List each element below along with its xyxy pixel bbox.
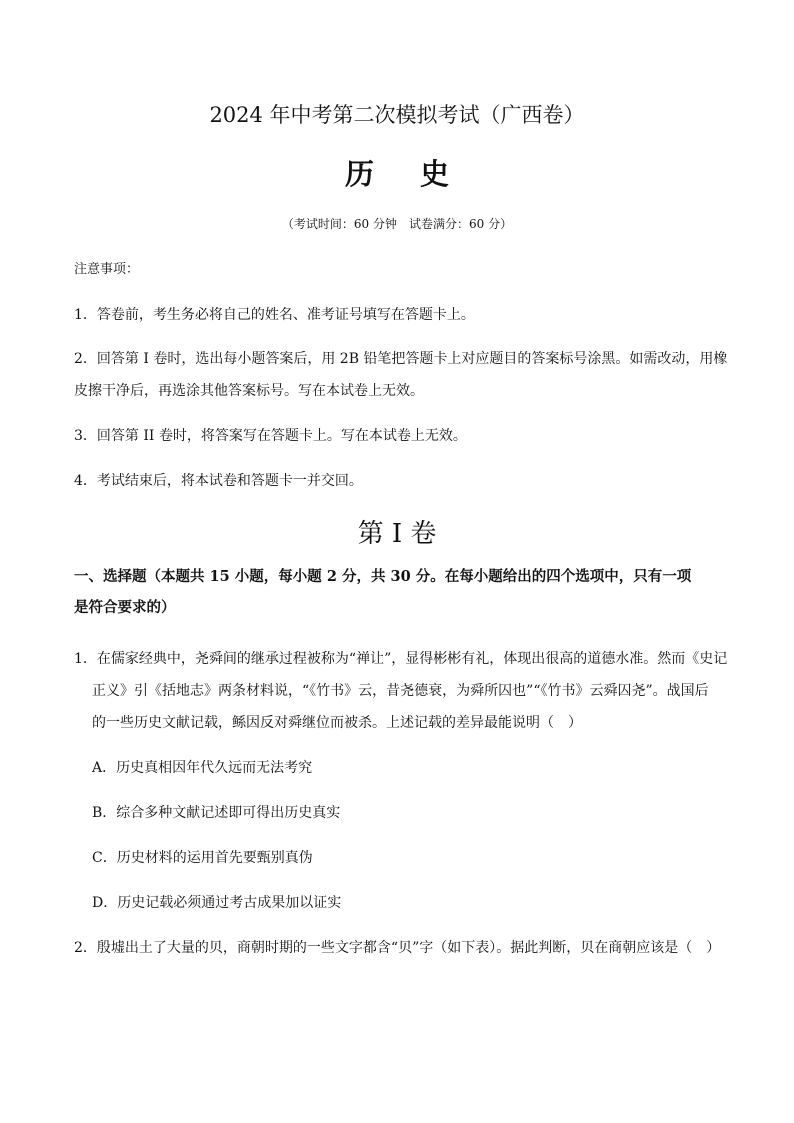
- part-heading-continued: 是符合要求的）: [74, 599, 176, 616]
- section-title: 第 I 卷: [357, 519, 437, 549]
- question-1-option-c: C．历史材料的运用首先要甄别真伪: [92, 850, 313, 866]
- question-1-option-b: B．综合多种文献记述即可得出历史真实: [92, 805, 341, 821]
- subject-title: 历 史: [344, 157, 468, 191]
- notice-item-continued: 皮擦干净后，再选涂其他答案标号。写在本试卷上无效。: [74, 383, 424, 399]
- notice-item: 4．考试结束后，将本试卷和答题卡一并交回。: [74, 473, 363, 489]
- question-1-line: 正义》引《括地志》两条材料说，“《竹书》云，昔尧德衰，为舜所囚也”“《竹书》云舜囚尧”。战国后: [92, 683, 709, 699]
- exam-title: 2024 年中考第二次模拟考试（广西卷）: [209, 103, 585, 127]
- part-heading: 一、选择题（本题共 15 小题，每小题 2 分，共 30 分。在每小题给出的四个选项中，只有一项: [74, 568, 692, 585]
- notice-heading: 注意事项：: [74, 262, 140, 277]
- notice-item: 1．答卷前，考生务必将自己的姓名、准考证号填写在答题卡上。: [74, 307, 475, 323]
- question-2-line: 2．殷墟出土了大量的贝，商朝时期的一些文字都含“贝”字（如下表）。据此判断，贝在商朝应该是（ ）: [74, 940, 721, 956]
- notice-item: 2．回答第 I 卷时，选出每小题答案后，用 2B 铅笔把答题卡上对应题目的答案标号涂黑。如需改动，用橡: [74, 351, 728, 367]
- question-1-line: 的一些历史文献记载，鲧因反对舜继位而被杀。上述记载的差异最能说明（ ）: [92, 715, 582, 731]
- question-1-line: 1．在儒家经典中，尧舜间的继承过程被称为“禅让”，显得彬彬有礼，体现出很高的道德水准。然而《史记: [74, 651, 728, 667]
- question-1-option-d: D．历史记载必须通过考古成果加以证实: [92, 895, 342, 911]
- question-1-option-a: A．历史真相因年代久远而无法考究: [92, 760, 313, 776]
- notice-item: 3．回答第 II 卷时，将答案写在答题卡上。写在本试卷上无效。: [74, 428, 467, 444]
- exam-meta: （考试时间：60 分钟 试卷满分：60 分）: [281, 217, 513, 231]
